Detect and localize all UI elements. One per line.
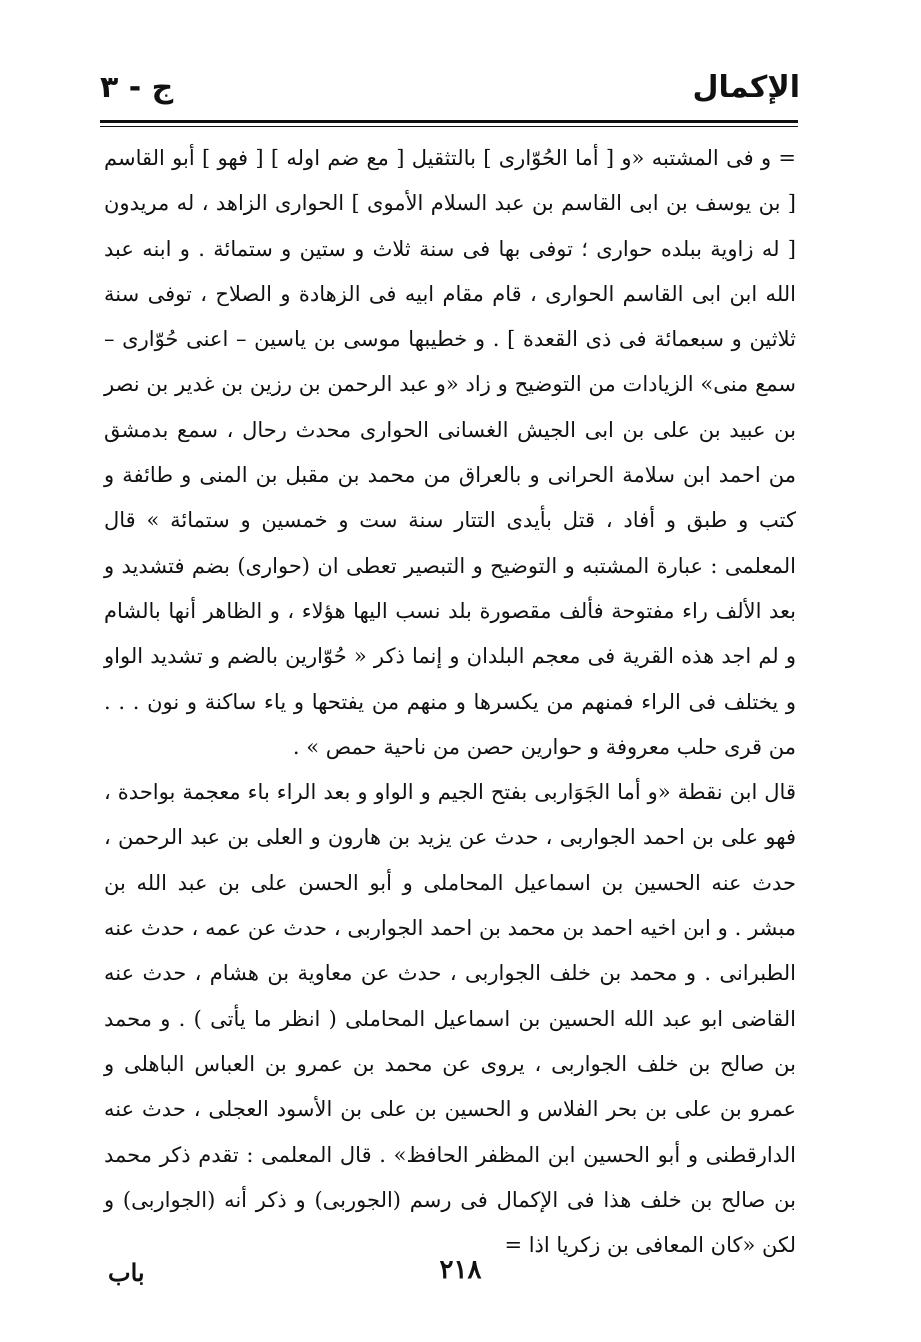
page-number: ٢١٨ (439, 1255, 482, 1285)
volume-label: ج - ٣ (100, 70, 174, 105)
paragraph: = و فى المشتبه «و [ أما الحُوّارى ] بالتثقيل [ مع ضم اوله ] [ فهو ] أبو القاسم [ بن يوسف بن ابى القاسم بن عبد السلام الأموى ] الحوارى الزاهد ، له مريدون [ له زاوية ببلده حوارى ؛ توفى بها فى سنة ثلاث و ستين و ستمائة . و ابنه عبد الله ابن ابى القاسم الحوارى ، قام مقام ابيه فى الزهادة و الصلاح ، توفى سنة ثلاثين و سبعمائة فى ذى القعدة ] . و خطيبها موسى بن ياسين – اعنى حُوّارى – سمع منى» الزيادات من التوضيح و زاد «و عبد الرحمن بن رزين بن غدير بن نصر بن عبيد بن على بن ابى الجيش الغسانى الحوارى محدث رحال ، سمع بدمشق من احمد ابن سلامة الحرانى و بالعراق من محمد بن مقبل بن المنى و طائفة و كتب و طبق و أفاد ، قتل بأيدى التتار سنة ست و خمسين و ستمائة » قال المعلمى : عبارة المشتبه و التوضيح و التبصير تعطى ان (حوارى) بضم فتشديد و بعد الألف راء مفتوحة فألف مقصورة بلد نسب اليها هؤلاء ، و الظاهر أنها بالشام و لم اجد هذه القرية فى معجم البلدان و إنما ذكر « حُوّارين بالضم و تشديد الواو و يختلف فى الراء فمنهم من يكسرها و منهم من يفتحها و ياء ساكنة و نون . . . من قرى حلب معروفة و حوارين حصن من ناحية حمص » . (104, 146, 796, 759)
paragraph: قال ابن نقطة «و أما الجَوَاربى بفتح الجيم و الواو و بعد الراء باء معجمة بواحدة ، فهو على بن احمد الجواربى ، حدث عن يزيد بن هارون و العلى بن عبد الرحمن ، حدث عنه الحسين بن اسماعيل المحاملى و أبو الحسن على بن عبد الله بن مبشر . و ابن اخيه احمد بن محمد بن احمد الجواربى ، حدث عن عمه ، حدث عنه الطبرانى . و محمد بن خلف الجواربى ، حدث عن معاوية بن هشام ، حدث عنه القاضى ابو عبد الله الحسين بن اسماعيل المحاملى ( انظر ما يأتى ) . و محمد بن صالح بن خلف الجواربى ، يروى عن محمد بن عمرو بن العباس الباهلى و عمرو بن على بن بحر الفلاس و الحسين بن على بن الأسود العجلى ، حدث عنه الدارقطنى و أبو الحسين ابن المظفر الحافظ» . قال المعلمى : تقدم ذكر محمد بن صالح بن خلف هذا فى الإكمال فى رسم (الجوربى) و ذكر أنه (الجواربى) و لكن «كان المعافى بن زكريا اذا = (104, 780, 796, 1258)
catchword: باب (108, 1258, 145, 1287)
running-header (100, 70, 800, 110)
header-rule-thin (100, 126, 798, 127)
body-text (104, 136, 796, 1268)
header-rule (100, 120, 798, 123)
book-title: الإكمال (692, 70, 800, 105)
